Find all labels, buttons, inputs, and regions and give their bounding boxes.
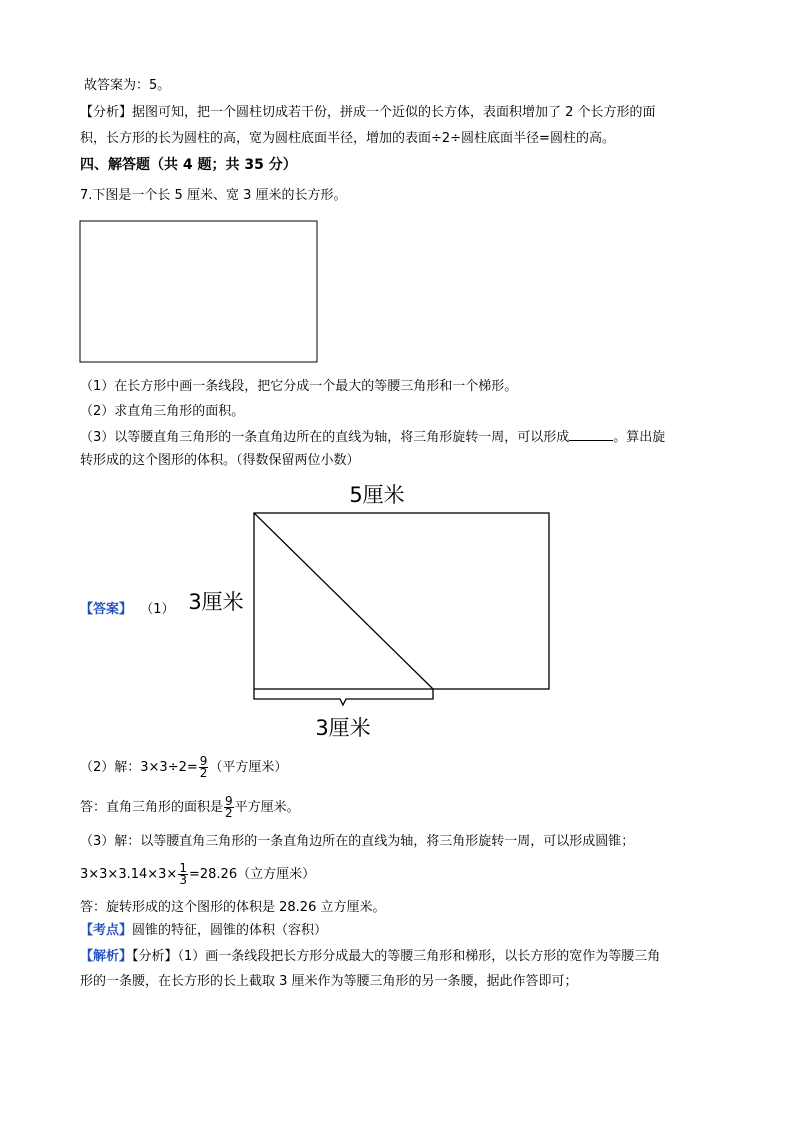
label-top-length: 5厘米 [349, 483, 405, 507]
question-7-part-2: （2）求直角三角形的面积。 [80, 404, 245, 419]
fraction-9-2 [199, 756, 209, 779]
sol2-unit: （平方厘米） [209, 760, 288, 775]
sol2-text: （2）解：3×3÷2= [80, 760, 198, 775]
question-7-part-1: （1）在长方形中画一条线段，把它分成一个最大的等腰三角形和一个梯形。 [80, 379, 518, 394]
analysis-line-1 [80, 104, 656, 122]
answer-tag: 【答案】 [80, 602, 133, 617]
q7-3-text-a: （3）以等腰直角三角形的一条直角边所在的直线为轴，将三角形旋转一周，可以形成 [80, 430, 570, 445]
fraction-denominator: 3 [179, 873, 187, 887]
rectangle-outline [80, 221, 317, 362]
answer-2 [80, 796, 300, 820]
ans2-text: 答：直角三角形的面积是 [80, 800, 224, 815]
kaodian-tag: 【考点】 [80, 923, 133, 938]
answer-figure [170, 475, 570, 745]
kaodian-line [80, 922, 327, 940]
jiexi-fenxi-tag: 【分析】 [132, 949, 178, 964]
fraction-1-3 [178, 863, 188, 886]
analysis-tag: 【分析】 [80, 105, 133, 120]
jiexi-line-1 [80, 948, 660, 966]
solution-2 [80, 756, 287, 780]
question-7-part-3 [80, 428, 665, 447]
solution-3: （3）解：以等腰直角三角形的一条直角边所在的直线为轴，将三角形旋转一周，可以形成圆锥； [80, 834, 635, 849]
label-bottom-length: 3厘米 [315, 716, 371, 740]
bottom-brace [254, 689, 433, 705]
fraction-numerator: 9 [199, 754, 208, 768]
answer-3: 答：旋转形成的这个图形的体积是 28.26 立方厘米。 [80, 900, 386, 915]
answer-rectangle [254, 513, 549, 689]
label-left-width: 3厘米 [188, 590, 244, 614]
calc3-result: =28.26（立方厘米） [188, 867, 316, 882]
q7-3-text-b: 。算出旋 [613, 430, 666, 445]
blank-rectangle-figure [79, 220, 319, 365]
ans2-unit: 平方厘米。 [234, 800, 300, 815]
question-7-stem: 7.下图是一个长 5 厘米、宽 3 厘米的长方形。 [80, 188, 347, 203]
fraction-9-2-answer [224, 796, 234, 819]
answer-part-1: （1） [140, 602, 175, 617]
fraction-denominator: 2 [199, 766, 208, 780]
fraction-numerator: 9 [225, 794, 233, 808]
answer-line: 故答案为：5。 [84, 78, 171, 93]
jiexi-text-1: （1）画一条线段把长方形分成最大的等腰三角形和梯形，以长方形的宽作为等腰三角 [177, 949, 661, 964]
jiexi-line-2: 形的一条腰，在长方形的长上截取 3 厘米作为等腰三角形的另一条腰，据此作答即可； [80, 974, 578, 989]
calculation-3 [80, 863, 315, 887]
section-title: 四、解答题（共 4 题；共 35 分） [80, 157, 297, 173]
jiexi-tag: 【解析】 [80, 949, 133, 964]
answer-label-line [80, 601, 175, 619]
question-7-part-3-cont: 转形成的这个图形的体积。（得数保留两位小数） [80, 453, 360, 468]
fraction-numerator: 1 [179, 861, 187, 875]
analysis-text: 据图可知，把一个圆柱切成若干份，拼成一个近似的长方体，表面积增加了 2 个长方形的面 [132, 105, 656, 120]
dividing-segment [254, 513, 433, 689]
fraction-denominator: 2 [225, 806, 233, 820]
answer-blank[interactable] [569, 428, 613, 441]
analysis-line-2: 积，长方形的长为圆柱的高，宽为圆柱底面半径，增加的表面÷2÷圆柱底面半径=圆柱的高。 [80, 131, 615, 146]
calc3-text: 3×3×3.14×3× [80, 867, 178, 882]
kaodian-text: 圆锥的特征，圆锥的体积（容积） [132, 923, 328, 938]
